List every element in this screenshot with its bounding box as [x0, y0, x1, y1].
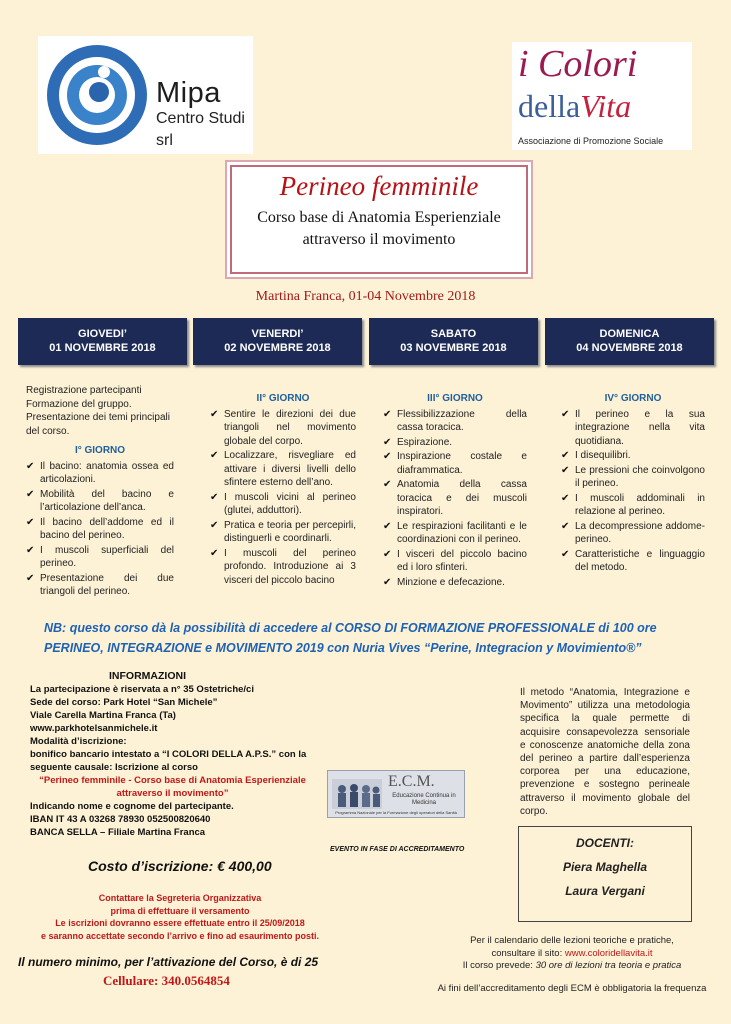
title-box — [230, 165, 528, 274]
list-item: ✔ Mobilità del bacino e l’articolazione dell’anca. — [26, 488, 174, 515]
info-red-line: attraverso il movimento” — [116, 788, 229, 799]
day-name: GIOVEDI’ — [78, 328, 127, 340]
min-number: Il numero minimo, per l’attivazione del Corso, è di 25 — [18, 955, 319, 969]
nb-line2: PERINEO, INTEGRAZIONE e MOVIMENTO 2019 con Nuria Vives “Perine, Integracion y Movimiento®” — [44, 641, 642, 655]
ecm-logo — [327, 770, 465, 818]
list-item: ✔ Minzione e defecazione. — [383, 576, 527, 590]
list-item: ✔ Espirazione. — [383, 436, 527, 450]
place-date: Martina Franca, 01-04 Novembre 2018 — [255, 289, 476, 304]
info-line: Modalità d’iscrizione: — [30, 736, 127, 747]
list-item: ✔ Le respirazioni facilitanti e le coordinazioni con il perineo. — [383, 520, 527, 547]
list-item: ✔ I visceri del piccolo bacino ed i loro sfinteri. — [383, 548, 527, 575]
list-item: ✔ Il bacino: anatomia ossea ed articolazioni. — [26, 460, 174, 487]
colori-sub: Associazione di Promozione Sociale — [518, 136, 664, 146]
list-item: ✔ Presentazione dei due triangoli del perineo. — [26, 572, 174, 599]
docente-name: Piera Maghella — [562, 860, 648, 874]
day-date: 02 NOVEMBRE 2018 — [224, 342, 331, 354]
nb-note — [44, 618, 704, 658]
list-item: ✔ I muscoli superficiali del perineo. — [26, 544, 174, 571]
list-item: ✔ Caratteristiche e linguaggio del metodo. — [561, 548, 705, 575]
intro-line: Registrazione partecipanti — [26, 385, 142, 396]
day-date: 04 NOVEMBRE 2018 — [576, 342, 683, 354]
ecm-subtitle: Educazione Continua in Medicina — [392, 793, 456, 806]
column-day-4 — [561, 392, 705, 576]
list-item: ✔ Flessibilizzazione della cassa toracica. — [383, 408, 527, 435]
calendar-line: Per il calendario delle lezioni teoriche e pratiche, — [470, 935, 674, 946]
day-name: SABATO — [430, 328, 477, 340]
day-header-4 — [545, 318, 714, 365]
day-name: DOMENICA — [599, 328, 660, 340]
calendar-info — [412, 935, 731, 995]
hours-note: 30 ore di lezioni tra teoria e pratica — [535, 960, 682, 971]
day-header-1 — [18, 318, 187, 365]
colori-line1: i Colori — [518, 43, 638, 85]
info-iban: IBAN IT 43 A 03268 78930 052500820640 — [30, 814, 211, 825]
calendar-line: Ai fini dell’accreditamento degli ECM è obbligatoria la frequenza — [437, 982, 707, 994]
list-item: ✔ I muscoli del perineo profondo. Introduzione ai 3 visceri del piccolo bacino — [210, 547, 356, 588]
column-day-1 — [26, 384, 174, 600]
contact-info — [30, 892, 330, 942]
mipa-circles-icon — [44, 42, 150, 148]
colori-logo — [512, 42, 692, 150]
docenti-box — [518, 826, 692, 922]
info-line: BANCA SELLA – Filiale Martina Franca — [30, 827, 206, 838]
list-item: ✔ Localizzare, risvegliare ed attivare i diversi livelli dello sfintere esterno dell’ano. — [210, 449, 356, 490]
list-item: ✔ Il perineo e la sua integrazione nella vita quotidiana. — [561, 408, 705, 449]
day-date: 03 NOVEMBRE 2018 — [400, 342, 507, 354]
info-red-line: “Perineo femminile - Corso base di Anatomia Esperienziale — [39, 775, 306, 786]
mipa-name: Mipa — [156, 77, 221, 109]
title-main: Perineo femminile — [279, 171, 479, 201]
website-link[interactable]: www.coloridellavita.it — [564, 947, 653, 959]
ecm-title: E.C.M. — [388, 773, 435, 790]
list-item: ✔ Le pressioni che coinvolgono il perineo. — [561, 464, 705, 491]
cost: Costo d’iscrizione: € 400,00 — [88, 858, 272, 874]
title-sub2: attraverso il movimento — [302, 231, 456, 248]
info-line: La partecipazione è riservata a n° 35 Ostetriche/ci — [30, 684, 254, 695]
docente-name: Laura Vergani — [565, 884, 645, 898]
intro-line: Presentazione dei temi principali del corso. — [26, 412, 170, 437]
list-item: ✔ Anatomia della cassa toracica e dei muscoli inspiratori. — [383, 478, 527, 519]
nb-line1: NB: questo corso dà la possibilità di accedere al CORSO DI FORMAZIONE PROFESSIONALE di 100 ore — [44, 621, 657, 635]
evento-note: EVENTO IN FASE DI ACCREDITAMENTO — [330, 846, 465, 853]
day-date: 01 NOVEMBRE 2018 — [49, 342, 156, 354]
info-line: Sede del corso: Park Hotel “San Michele” — [30, 697, 218, 708]
list-item: ✔ I disequilibri. — [561, 449, 705, 463]
info-line: bonifico bancario intestato a “I COLORI DELLA A.P.S.” con la seguente causale: Iscrizione al corso — [30, 749, 307, 773]
contact-line: Le iscrizioni dovranno essere effettuate entro il 25/09/2018 — [55, 918, 305, 928]
info-heading: INFORMAZIONI — [109, 670, 186, 682]
docenti-heading: DOCENTI: — [576, 836, 634, 850]
cellphone: Cellulare: 340.0564854 — [103, 973, 230, 988]
people-icon — [332, 779, 382, 809]
colori-line2b: Vita — [580, 88, 632, 124]
column-day-2 — [210, 392, 356, 588]
mipa-logo — [38, 36, 253, 154]
giorno-heading: I° GIORNO — [74, 445, 126, 456]
contact-line: Contattare la Segreteria Organizzativa — [98, 893, 262, 903]
calendar-line: consultare il sito: — [491, 947, 565, 959]
info-line: Viale Carella Martina Franca (Ta) — [30, 710, 176, 721]
day-header-3 — [369, 318, 538, 365]
day-header-2 — [193, 318, 362, 365]
colori-line2a: della — [518, 88, 581, 124]
list-item: ✔ Sentire le direzioni dei due triangoli nel movimento globale del corpo. — [210, 408, 356, 449]
giorno-heading: IV° GIORNO — [604, 393, 662, 404]
contact-line: prima di effettuare il versamento — [110, 905, 250, 916]
list-item: ✔ Pratica e teoria per percepirli, distinguerli e coordinarli. — [210, 519, 356, 546]
metodo-description: Il metodo “Anatomia, Integrazione e Movimento” utilizza una metodologia specifica la quale permette di acquisire consapevolezza sensoriale e conoscenze anatomiche della zona del perineo a partire dall’esperienza corporea per una educazione, prevenzione e sostegno perineale attraverso il movimento globale del corpo. — [520, 687, 690, 817]
title-sub1: Corso base di Anatomia Esperienziale — [257, 209, 501, 226]
list-item: ✔ Inspirazione costale e diaframmatica. — [383, 450, 527, 477]
contact-line: e saranno accettate secondo l’arrivo e fino ad esaurimento posti. — [40, 930, 320, 941]
list-item: ✔ Il bacino dell’addome ed il bacino del perineo. — [26, 516, 174, 543]
mipa-sub: Centro Studi srl — [156, 110, 245, 149]
intro-line: Formazione del gruppo. — [26, 398, 132, 410]
giorno-heading: II° GIORNO — [256, 393, 310, 404]
list-item: ✔ La decompressione addome-perineo. — [561, 520, 705, 547]
info-website: www.parkhotelsanmichele.it — [30, 723, 158, 734]
ecm-note: Programma Nazionale per la Formazione degli operatori della Sanità — [335, 810, 457, 815]
info-line: Indicando nome e cognome del partecipante. — [30, 801, 234, 812]
day-name: VENERDI’ — [251, 328, 304, 340]
column-day-3 — [383, 392, 527, 590]
list-item: ✔ I muscoli addominali in relazione al perineo. — [561, 492, 705, 519]
list-item: ✔ I muscoli vicini al perineo (glutei, adduttori). — [210, 491, 356, 518]
calendar-line: Il corso prevede: — [462, 960, 536, 971]
giorno-heading: III° GIORNO — [427, 393, 483, 404]
info-section — [30, 670, 315, 839]
